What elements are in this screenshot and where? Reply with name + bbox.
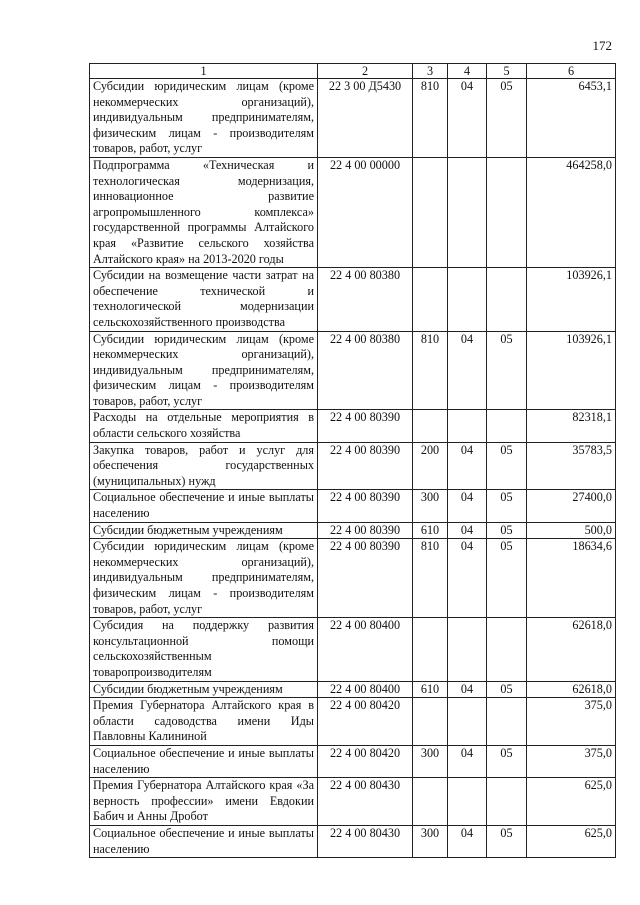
table-header xyxy=(90,64,616,79)
row-pr: 05 xyxy=(487,825,527,857)
row-code: 22 4 00 80420 xyxy=(318,745,413,777)
row-vr: 810 xyxy=(413,79,448,158)
table-row xyxy=(90,522,616,539)
row-vr xyxy=(413,410,448,442)
row-code: 22 4 00 80380 xyxy=(318,268,413,331)
table-row xyxy=(90,79,616,158)
row-rz: 04 xyxy=(448,745,487,777)
row-vr: 300 xyxy=(413,490,448,522)
row-rz xyxy=(448,698,487,746)
row-pr: 05 xyxy=(487,522,527,539)
column-header: 1 xyxy=(90,64,318,79)
row-sum: 27400,0 xyxy=(527,490,616,522)
table-row xyxy=(90,442,616,490)
row-name: Социальное обеспечение и иные выплаты населению xyxy=(90,825,318,857)
row-pr: 05 xyxy=(487,539,527,618)
row-vr: 810 xyxy=(413,331,448,410)
budget-table xyxy=(89,63,616,858)
row-code: 22 4 00 80400 xyxy=(318,681,413,698)
row-vr xyxy=(413,778,448,826)
row-code: 22 4 00 80430 xyxy=(318,825,413,857)
row-pr xyxy=(487,157,527,267)
row-sum: 18634,6 xyxy=(527,539,616,618)
row-rz: 04 xyxy=(448,442,487,490)
row-sum: 103926,1 xyxy=(527,331,616,410)
row-pr: 05 xyxy=(487,79,527,158)
row-name: Закупка товаров, работ и услуг для обеспечения государственных (муниципальных) нужд xyxy=(90,442,318,490)
row-vr: 300 xyxy=(413,825,448,857)
table-row xyxy=(90,490,616,522)
table-row xyxy=(90,825,616,857)
row-sum: 464258,0 xyxy=(527,157,616,267)
row-rz: 04 xyxy=(448,681,487,698)
row-vr xyxy=(413,618,448,681)
row-vr xyxy=(413,268,448,331)
row-pr xyxy=(487,618,527,681)
table-row xyxy=(90,268,616,331)
row-rz xyxy=(448,157,487,267)
row-sum: 500,0 xyxy=(527,522,616,539)
row-code: 22 3 00 Д5430 xyxy=(318,79,413,158)
row-vr xyxy=(413,157,448,267)
page-number: 172 xyxy=(592,38,612,53)
row-code: 22 4 00 80420 xyxy=(318,698,413,746)
row-code: 22 4 00 80390 xyxy=(318,522,413,539)
row-sum: 82318,1 xyxy=(527,410,616,442)
row-rz: 04 xyxy=(448,825,487,857)
row-rz: 04 xyxy=(448,331,487,410)
row-name: Субсидии бюджетным учреждениям xyxy=(90,681,318,698)
table-row xyxy=(90,778,616,826)
row-code: 22 4 00 00000 xyxy=(318,157,413,267)
row-code: 22 4 00 80430 xyxy=(318,778,413,826)
row-sum: 103926,1 xyxy=(527,268,616,331)
row-sum: 62618,0 xyxy=(527,681,616,698)
table-row xyxy=(90,410,616,442)
row-vr xyxy=(413,698,448,746)
row-rz: 04 xyxy=(448,490,487,522)
row-name: Премия Губернатора Алтайского края «За верность профессии» имени Евдокии Бабич и Анны Дробот xyxy=(90,778,318,826)
row-name: Субсидии на возмещение части затрат на обеспечение технической и технологической модернизации сельскохозяйственного производства xyxy=(90,268,318,331)
row-rz: 04 xyxy=(448,79,487,158)
row-code: 22 4 00 80400 xyxy=(318,618,413,681)
table-row xyxy=(90,618,616,681)
table-row xyxy=(90,698,616,746)
column-header: 3 xyxy=(413,64,448,79)
row-name: Социальное обеспечение и иные выплаты населению xyxy=(90,490,318,522)
row-rz xyxy=(448,618,487,681)
row-pr: 05 xyxy=(487,331,527,410)
column-header: 5 xyxy=(487,64,527,79)
column-header: 6 xyxy=(527,64,616,79)
row-name: Субсидии юридическим лицам (кроме некоммерческих организаций), индивидуальным предпринимателям, физическим лицам - производителям товаров, работ, услуг xyxy=(90,331,318,410)
row-code: 22 4 00 80380 xyxy=(318,331,413,410)
row-name: Социальное обеспечение и иные выплаты населению xyxy=(90,745,318,777)
row-pr: 05 xyxy=(487,490,527,522)
row-name: Субсидии бюджетным учреждениям xyxy=(90,522,318,539)
row-rz xyxy=(448,268,487,331)
column-header: 2 xyxy=(318,64,413,79)
row-code: 22 4 00 80390 xyxy=(318,490,413,522)
row-sum: 6453,1 xyxy=(527,79,616,158)
table-row xyxy=(90,745,616,777)
table-row xyxy=(90,331,616,410)
row-name: Субсидии юридическим лицам (кроме некоммерческих организаций), индивидуальным предпринимателям, физическим лицам - производителям товаров, работ, услуг xyxy=(90,539,318,618)
row-sum: 625,0 xyxy=(527,825,616,857)
row-code: 22 4 00 80390 xyxy=(318,442,413,490)
row-sum: 625,0 xyxy=(527,778,616,826)
row-pr: 05 xyxy=(487,745,527,777)
row-sum: 62618,0 xyxy=(527,618,616,681)
row-sum: 375,0 xyxy=(527,698,616,746)
column-header: 4 xyxy=(448,64,487,79)
table-row xyxy=(90,157,616,267)
row-vr: 610 xyxy=(413,522,448,539)
row-pr xyxy=(487,410,527,442)
row-pr xyxy=(487,778,527,826)
header-row xyxy=(90,64,616,79)
row-rz xyxy=(448,778,487,826)
row-rz: 04 xyxy=(448,522,487,539)
row-sum: 375,0 xyxy=(527,745,616,777)
row-name: Субсидии юридическим лицам (кроме некоммерческих организаций), индивидуальным предпринимателям, физическим лицам - производителям товаров, работ, услуг xyxy=(90,79,318,158)
row-pr xyxy=(487,698,527,746)
table-row xyxy=(90,681,616,698)
row-sum: 35783,5 xyxy=(527,442,616,490)
row-name: Расходы на отдельные мероприятия в области сельского хозяйства xyxy=(90,410,318,442)
row-pr: 05 xyxy=(487,442,527,490)
row-pr xyxy=(487,268,527,331)
row-rz: 04 xyxy=(448,539,487,618)
row-name: Премия Губернатора Алтайского края в области садоводства имени Иды Павловны Калининой xyxy=(90,698,318,746)
row-vr: 200 xyxy=(413,442,448,490)
row-code: 22 4 00 80390 xyxy=(318,410,413,442)
row-name: Подпрограмма «Техническая и технологическая модернизация, инновационное развитие агропромышленного комплекса» государственной программы Алтайского края «Развитие сельского хозяйства Алтайского края» на 2013-2020 годы xyxy=(90,157,318,267)
row-code: 22 4 00 80390 xyxy=(318,539,413,618)
row-vr: 810 xyxy=(413,539,448,618)
row-vr: 300 xyxy=(413,745,448,777)
row-name: Субсидия на поддержку развития консультационной помощи сельскохозяйственным товаропроизводителям xyxy=(90,618,318,681)
row-pr: 05 xyxy=(487,681,527,698)
table-body xyxy=(90,79,616,858)
table-row xyxy=(90,539,616,618)
row-rz xyxy=(448,410,487,442)
row-vr: 610 xyxy=(413,681,448,698)
